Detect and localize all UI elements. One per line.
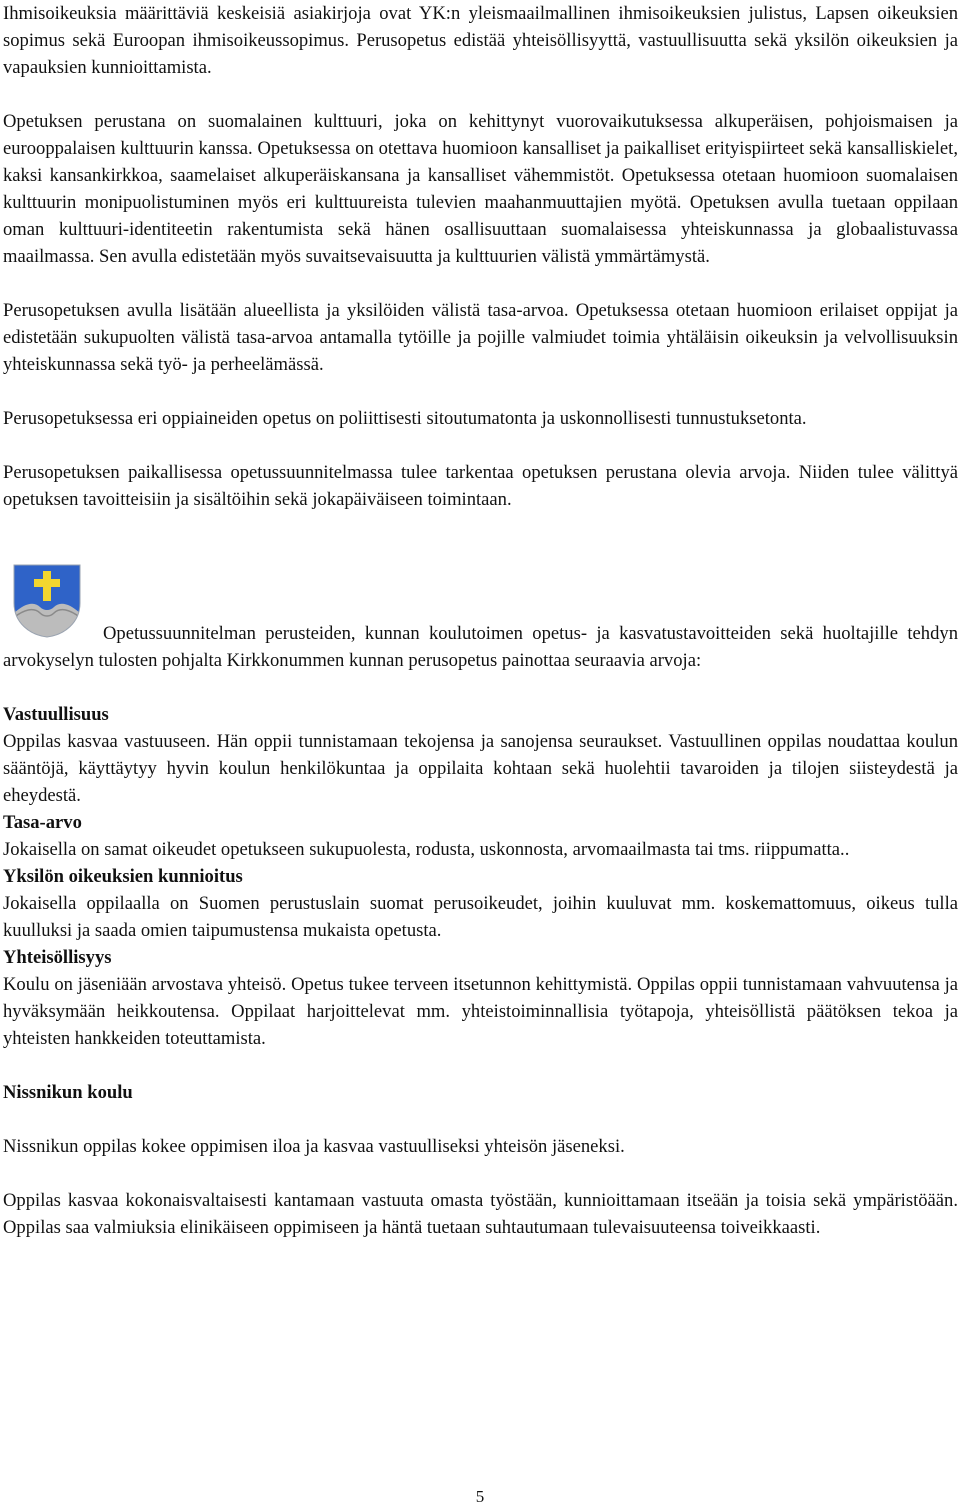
value-text-responsibility: Oppilas kasvaa vastuuseen. Hän oppii tunnistamaan tekojensa ja sanojensa seuraukset. Vastuullinen oppilas noudattaa koulun sääntöjä, käyttäytyy hyvin koulun henkilökuntaa ja oppilaita kohtaan sekä huolehtii tavaroiden ja tilojen siisteydestä ja eheydestä.: [3, 731, 958, 806]
paragraph-human-rights: Ihmisoikeuksia määrittäviä keskeisiä asiakirjoja ovat YK:n yleismaailmallinen ihmisoikeuksien julistus, Lapsen oikeuksien sopimus sekä Euroopan ihmisoikeussopimus. Perusopetus edistää yhteisöllisyyttä, vastuullisuutta sekä yksilön oikeuksien ja vapauksien kunnioittamista.: [3, 3, 958, 78]
kirkkonummi-coat-of-arms-icon: [12, 563, 82, 639]
values-intro-paragraph: [3, 563, 958, 674]
document-page: [3, 0, 958, 1241]
value-heading-individual-rights: Yksilön oikeuksien kunnioitus: [3, 866, 243, 887]
value-text-community: Koulu on jäseniään arvostava yhteisö. Opetus tukee terveen itsetunnon kehittymistä. Oppilas oppii tunnistamaan vahvuutensa ja hyväksymään heikkoutensa. Oppilaat harjoittelevat mm. yhteistoiminnallisia työtapoja, yhteisöllistä päätöksen tekoa ja yhteisten hankkeiden toteuttamista.: [3, 974, 958, 1049]
school-paragraph-2: Oppilas kasvaa kokonaisvaltaisesti kantamaan vastuuta omasta työstään, kunnioittamaan itseään ja toisia sekä ympäristöään. Oppilas saa valmiuksia elinikäiseen oppimiseen ja häntä tuetaan suhtautumaan tulevaisuuteensa toiveikkaasti.: [3, 1190, 958, 1238]
paragraph-culture: Opetuksen perustana on suomalainen kulttuuri, joka on kehittynyt vuorovaikutuksessa alkuperäisen, pohjoismaisen ja eurooppalaisen kulttuurin kanssa. Opetuksessa on otettava huomioon kansalliset ja paikalliset erityispiirteet sekä kansalliskielet, kaksi kansankirkkoa, saamelaiset alkuperäiskansana ja kansalliset vähemmistöt. Opetuksessa otetaan huomioon suomalaisen kulttuurin monipuolistuminen myös eri kulttuureista tulevien maahanmuuttajien myötä. Opetuksen avulla tuetaan oppilaan oman kulttuuri-identiteetin rakentumista sekä hänen osallisuuttaan suomalaisessa yhteiskunnassa ja globaalistuvassa maailmassa. Sen avulla edistetään myös suvaitsevaisuutta ja kulttuurien välistä ymmärtämystä.: [3, 111, 958, 267]
paragraph-local-curriculum: Perusopetuksen paikallisessa opetussuunnitelmassa tulee tarkentaa opetuksen perustana olevia arvoja. Niiden tulee välittyä opetuksen tavoitteisiin ja sisältöihin sekä jokapäiväiseen toimintaan.: [3, 462, 958, 510]
value-text-equality: Jokaisella on samat oikeudet opetukseen sukupuolesta, rodusta, uskonnosta, arvomaailmasta tai tms. riippumatta..: [3, 839, 850, 860]
value-heading-responsibility: Vastuullisuus: [3, 704, 109, 725]
school-heading: Nissnikun koulu: [3, 1082, 133, 1103]
paragraph-equality: Perusopetuksen avulla lisätään alueellista ja yksilöiden välistä tasa-arvoa. Opetuksessa otetaan huomioon erilaiset oppijat ja edistetään sukupuolten välistä tasa-arvoa antamalla tytöille ja pojille valmiudet toimia yhtäläisin oikeuksin ja velvollisuuksin yhteiskunnassa sekä työ- ja perheelämässä.: [3, 300, 958, 375]
value-text-individual-rights: Jokaisella oppilaalla on Suomen perustuslain suomat perusoikeudet, joihin kuuluvat mm. koskemattomuus, oikeus tulla kuulluksi ja saada omien taipumustensa mukaista opetusta.: [3, 893, 958, 941]
values-intro-text: Opetussuunnitelman perusteiden, kunnan koulutoimen opetus- ja kasvatustavoitteiden sekä huoltajille tehdyn arvokyselyn tulosten pohjalta Kirkkonummen kunnan perusopetus painottaa seuraavia arvoja:: [3, 623, 958, 671]
values-intro-block: [3, 563, 958, 674]
page-number: 5: [475, 1487, 485, 1506]
values-section: [3, 701, 958, 1052]
school-paragraph-1: Nissnikun oppilas kokee oppimisen iloa ja kasvaa vastuulliseksi yhteisön jäseneksi.: [3, 1136, 625, 1157]
paragraph-neutrality: Perusopetuksessa eri oppiaineiden opetus on poliittisesti sitoutumatonta ja uskonnollisesti tunnustuksetonta.: [3, 408, 807, 429]
value-heading-community: Yhteisöllisyys: [3, 947, 112, 968]
value-heading-equality: Tasa-arvo: [3, 812, 82, 833]
